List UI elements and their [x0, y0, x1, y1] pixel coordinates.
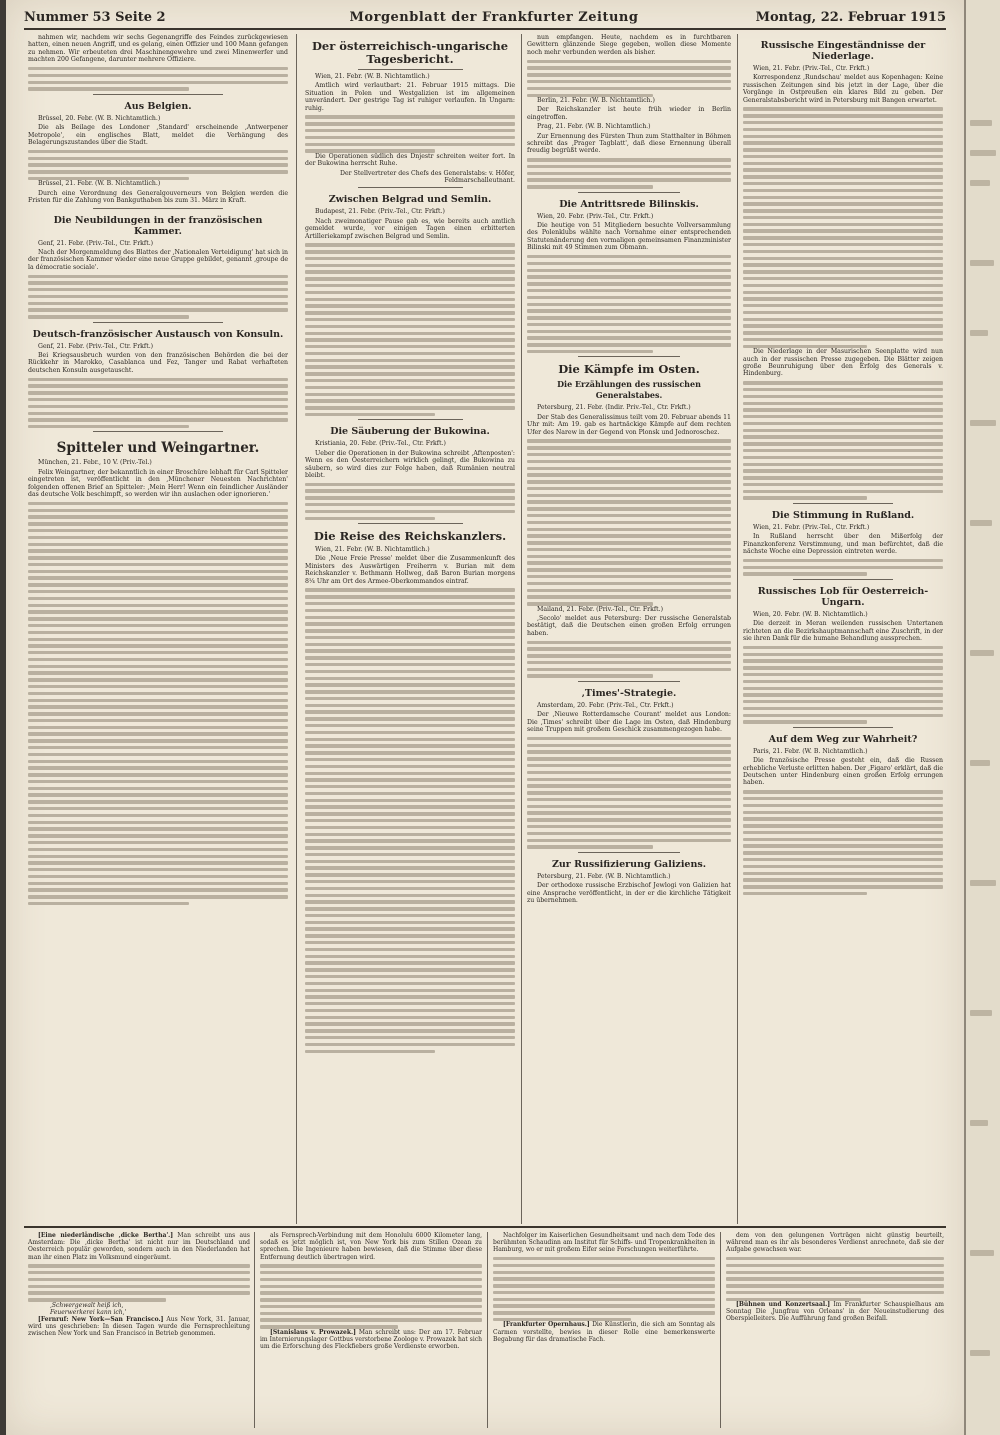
article-text: In Rußland herrscht über den Mißerfolg der Finanzkonferenz Verstimmung, und man befürchtet, daß die nächste Woche eine Depression eintreten werde.	[743, 533, 943, 556]
text-filler	[527, 641, 731, 678]
article-text: Felix Weingartner, der bekanntlich in einer Broschüre lebhaft für Carl Spitteler eingetreten ist, veröffentlicht in den ‚Münchener Neuesten Nachrichten' folgenden offenen Brief an Spitteler: ‚Mein Herr! Wenn ein feindlicher Ausländer das deutsche Volk beschimpft, so werden wir ihn auslachen oder ignorieren.'	[28, 468, 288, 499]
column-rule	[737, 34, 738, 1224]
article-title: Die Antrittsrede Bilinskis.	[559, 198, 699, 210]
text-filler	[527, 158, 731, 189]
text-filler	[305, 115, 515, 152]
newspaper-title: Morgenblatt der Frankfurter Zeitung	[349, 10, 639, 25]
divider	[93, 431, 223, 432]
column-rule	[254, 1232, 255, 1428]
text-filler	[305, 588, 515, 1053]
article-text: Der Reichskanzler ist heute früh wieder in Berlin eingetroffen.	[527, 106, 731, 121]
feuilleton-text: Nachfolger im Kaiserlichen Gesundheitsamt und nach dem Tode des berühmten Schaudinn am Institut für Schiffs- und Tropenkrankheiten in Hamburg, wo er mit großem Eifer seine Forschungen weiterführte.	[493, 1232, 715, 1254]
article-title: Auf dem Weg zur Wahrheit?	[768, 733, 918, 745]
column-rule	[720, 1232, 721, 1428]
text-filler	[527, 439, 731, 605]
divider	[578, 852, 680, 853]
divider	[578, 192, 680, 193]
feuilleton-body: Die Künstlerin, die sich am Sonntag als Carmen vorstellte, bewies in dieser Rolle eine bemerkenswerte Begabung für das dramatische Fach.	[493, 1321, 715, 1343]
text-filler	[527, 60, 731, 97]
adjacent-page-edge	[964, 0, 1000, 1435]
dateline: Wien, 21. Febr. (Priv.-Tel., Ctr. Frkft.)	[753, 523, 870, 531]
dateline: Amsterdam, 20. Febr. (Priv.-Tel., Ctr. Frkft.)	[537, 701, 674, 709]
column-3	[527, 34, 731, 906]
dateline: Prag, 21. Febr. (W. B. Nichtamtlich.)	[537, 123, 651, 131]
dateline: Mailand, 21. Febr. (Priv.-Tel., Ctr. Frkft.)	[537, 605, 664, 613]
dateline: Wien, 21. Febr. (W. B. Nichtamtlich.)	[315, 546, 430, 553]
feuilleton-body: Im Frankfurter Schauspielhaus am Sonntag Die ‚Jungfrau von Orleans' in der Neueinstudierung des Oberspielleiters. Die Aufführung fand großen Beifall.	[726, 1301, 944, 1323]
text-filler	[743, 646, 943, 724]
column-rule	[296, 34, 297, 1224]
dateline: Brüssel, 20. Febr. (W. B. Nichtamtlich.)	[38, 114, 161, 122]
feuilleton-title: [Fernruf: New York—San Francisco.]	[38, 1315, 164, 1323]
feuilleton-rule	[24, 1226, 946, 1228]
article-subtitle: Die Erzählungen des russischen Generalstabes.	[557, 379, 701, 401]
article-text: Die Operationen südlich des Dnjestr schreiten weiter fort. In der Bukowina herrscht Ruhe.	[305, 152, 515, 168]
divider	[358, 187, 463, 188]
feuilleton-text	[28, 1232, 250, 1261]
text-filler	[28, 378, 288, 429]
text-filler	[305, 243, 515, 416]
article-text: ‚Secolo' meldet aus Petersburg: Der russische Generalstab bestätigt, daß die Deutschen einen großen Erfolg errungen haben.	[527, 614, 731, 637]
feuilleton-title: [Bühnen und Konzertsaal.]	[736, 1301, 831, 1309]
divider	[793, 579, 893, 580]
text-filler	[28, 275, 288, 319]
text-filler	[305, 483, 515, 520]
divider	[793, 727, 893, 728]
article-title: Die Stimmung in Rußland.	[771, 509, 915, 521]
article-text: Zur Ernennung des Fürsten Thun zum Statthalter in Böhmen schreibt das ‚Prager Tagblatt', daß diese Ernennung überall freudig begrüßt werde.	[527, 132, 731, 155]
lead-paragraph: nahmen wir, nachdem wir sechs Gegenangriffe des Feindes zurückgewiesen hatten, einen neuen Angriff, und es gelang, einen Offizier und 100 Mann gefangen zu nehmen. Wir erbeuteten drei Maschinengewehre und zwei Minenwerfer und machten 200 Gefangene, darunter mehrere Offiziere.	[28, 34, 288, 64]
divider	[93, 208, 223, 209]
feuilleton-text	[260, 1329, 482, 1351]
article-text: Ueber die Operationen in der Bukowina schreibt ‚Aftenposten': Wenn es den Oesterreichern wirklich gelingt, die Bukowina zu säubern, so wird dies zur Folge haben, daß Rumänien neutral bleibt.	[305, 449, 515, 479]
text-filler	[28, 502, 288, 905]
divider	[93, 322, 223, 323]
column-4	[743, 34, 943, 895]
dateline: Wien, 21. Febr. (Priv.-Tel., Ctr. Frkft.)	[753, 65, 870, 72]
article-text: Der ‚Nieuwe Rotterdamsche Courant' meldet aus London: Die ‚Times' schreibt über die Lage im Osten, daß Hindenburg seine Truppen mit großem Geschick zusammengezogen habe.	[527, 711, 731, 734]
text-filler	[28, 67, 288, 91]
column-rule	[521, 34, 522, 1224]
dateline: Brüssel, 21. Febr. (W. B. Nichtamtlich.)	[38, 180, 161, 188]
text-filler	[28, 1264, 250, 1301]
text-filler	[260, 1264, 482, 1328]
feuilleton-body: Aus New York, 31. Januar, wird uns geschrieben: In diesen Tagen wurde die Fernsprechleitung zwischen New York und San Francisco in Betrieb genommen.	[28, 1315, 250, 1338]
article-title: Russische Eingeständnisse der Niederlage.	[760, 40, 926, 62]
dateline: Berlin, 21. Febr. (W. B. Nichtamtlich.)	[537, 96, 655, 104]
text-filler	[527, 255, 731, 353]
masthead	[24, 6, 946, 30]
text-filler	[743, 107, 943, 348]
page-number: Nummer 53 Seite 2	[24, 10, 166, 25]
article-text: Nach der Morgenmeldung des Blattes der ‚Nationalen Verteidigung' hat sich in der französischen Kammer wieder eine neue Gruppe gebildet, genannt ‚groupe de la démocratie sociale'.	[28, 248, 288, 271]
article-text: Amtlich wird verlautbart: 21. Februar 1915 mittags. Die Situation in Polen und Westgalizien ist im allgemeinen unverändert. Der gestrige Tag ist ruhiger verlaufen. In Ungarn: ruhig.	[305, 82, 515, 112]
feuilleton-column-3	[493, 1232, 715, 1345]
dateline: Budapest, 21. Febr. (Priv.-Tel., Ctr. Frkft.)	[315, 208, 445, 216]
dateline: Wien, 20. Febr. (W. B. Nichtamtlich.)	[753, 610, 868, 618]
feuilleton-title: [Frankfurter Opernhaus.]	[503, 1321, 590, 1329]
feuilleton-column-4	[726, 1232, 944, 1325]
text-filler	[726, 1257, 944, 1301]
feuilleton-text	[726, 1301, 944, 1323]
article-text: Die als Beilage des Londoner ‚Standard' erscheinende ‚Antwerpener Metropole', ein englisches Blatt, meldet die Verhängung des Belagerungszustandes über die Stadt.	[28, 124, 288, 146]
article-text: Nach zweimonatiger Pause gab es, wie bereits auch amtlich gemeldet wurde, vor einigen Tagen einen erbitterten Artilleriekampf zwischen Belgrad und Semlin.	[305, 217, 515, 240]
feuilleton-column-2	[260, 1232, 482, 1352]
divider	[578, 681, 680, 682]
article-text: Durch eine Verordnung des Generalgouverneurs von Belgien werden die Fristen für die Zahlung von Bankguthaben bis zum 31. März in Kraft.	[28, 189, 288, 205]
article-title: Russisches Lob für Oesterreich-Ungarn.	[757, 585, 929, 608]
text-filler	[743, 381, 943, 500]
column-rule	[487, 1232, 488, 1428]
feuilleton-title: [Stanislaus v. Prowazek.]	[270, 1328, 356, 1336]
newspaper-page	[6, 0, 964, 1435]
poem-line: ‚Schwergewalt heiß ich,	[50, 1301, 124, 1309]
article-text: Der Stab des Generalissimus teilt vom 20. Februar abends 11 Uhr mit: Am 19. gab es hartnäckige Kämpfe auf dem rechten Ufer des Narew in der Gegend von Plonsk und Jednoroschez.	[527, 413, 731, 436]
feuilleton-text: als Fernsprech-Verbindung mit dem Honolulu 6000 Kilometer lang, sodaß es jetzt möglich ist, von New York bis zum Stillen Ozean zu sprechen. Die Ingenieure haben bewiesen, daß die Stimme über diese Entfernung deutlich übertragen wird.	[260, 1232, 482, 1261]
divider	[358, 523, 463, 524]
feuilleton-text	[493, 1321, 715, 1343]
article-text: Die ‚Neue Freie Presse' meldet über die Zusammenkunft des Ministers des Auswärtigen Freiherrn v. Burian mit dem Reichskanzler v. Bethmann Hollweg, daß Baron Burian morgens 8¼ Uhr am Ort des Armee-Oberkommandos eintraf.	[305, 555, 515, 585]
divider	[358, 69, 463, 70]
article-title: Die Reise des Reichskanzlers.	[313, 529, 507, 543]
issue-date: Montag, 22. Februar 1915	[755, 10, 946, 25]
dateline: München, 21. Febr., 10 V. (Priv.-Tel.)	[38, 459, 152, 467]
article-text: Die französische Presse gesteht ein, daß die Russen erhebliche Verluste erlitten haben. Der ‚Figaro' erklärt, daß die Deutschen unter Hindenburg einen großen Erfolg errungen haben.	[743, 757, 943, 787]
dateline: Petersburg, 21. Febr. (W. B. Nichtamtlich.)	[537, 872, 671, 880]
article-title: ‚Times'-Strategie.	[581, 687, 677, 699]
text-filler	[493, 1257, 715, 1321]
feuilleton-body: Man schreibt uns: Der am 17. Februar im Internierungslager Cottbus verstorbene Zoologe v. Prowazek hat sich um die Erforschung des Fleckfiebers große Verdienste erworben.	[260, 1328, 482, 1351]
dateline: Petersburg, 21. Febr. (Indir. Priv.-Tel., Ctr. Frkft.)	[537, 404, 691, 412]
divider	[358, 419, 463, 420]
text-filler	[743, 790, 943, 895]
article-title: Zwischen Belgrad und Semlin.	[328, 194, 492, 206]
article-title: Der österreichisch-ungarische Tagesbericht.	[311, 39, 509, 66]
dateline: Paris, 21. Febr. (W. B. Nichtamtlich.)	[753, 747, 868, 755]
article-title: Die Kämpfe im Osten.	[558, 362, 700, 377]
signature: Der Stellvertreter des Chefs des Generalstabs: v. Höfer, Feldmarschalleutnant.	[340, 169, 515, 184]
column-2	[305, 34, 515, 1053]
feuilleton-title: [Eine niederländische ‚dicke Bertha'.]	[38, 1232, 174, 1239]
article-text: Bei Kriegsausbruch wurden von den französischen Behörden die bei der Rückkehr in Marokko, Casablanca und Fez, Tanger und Rabat verhafteten deutschen Konsuln ausgetauscht.	[28, 352, 288, 374]
article-title: Die Säuberung der Bukowina.	[330, 426, 490, 438]
lead-paragraph: nun empfangen. Heute, nachdem es in furchtbaren Gewittern glänzende Siege gegeben, wollen diese Momente noch mehr verbunden werden als bisher.	[527, 34, 731, 56]
article-title: Spitteler und Weingartner.	[56, 440, 260, 457]
feuilleton-text: dem von den gelungenen Vorträgen nicht günstig beurteilt, während man es ihr als besonderes Verdienst anrechnete, daß sie der Aufgabe gewachsen war.	[726, 1232, 944, 1254]
text-filler	[28, 150, 288, 181]
article-text: Korrespondenz ‚Rundschau' meldet aus Kopenhagen: Keine russischen Zeitungen sind bis jetzt in der Lage, über die Vorgänge in Ostpreußen ein klares Bild zu geben. Der Generalstabsbericht wird in Petersburg mit Bangen erwartet.	[743, 74, 943, 104]
divider	[578, 356, 680, 357]
text-filler	[527, 737, 731, 849]
article-title: Zur Russifizierung Galiziens.	[551, 858, 707, 870]
dateline: Genf, 21. Febr. (Priv.-Tel., Ctr. Frkft.)	[38, 239, 154, 247]
divider	[93, 94, 223, 95]
dateline: Genf, 21. Febr. (Priv.-Tel., Ctr. Frkft.)	[38, 342, 154, 350]
poem-line: Feuerwerkerei kann ich,'	[50, 1308, 127, 1316]
feuilleton-body: Man schreibt uns aus Amsterdam: Die ‚dicke Bertha' ist nicht nur im Deutschland und Oesterreich populär geworden, sondern auch in den Niederlanden hat man ihr einen Platz im Volksmund eingeräumt.	[28, 1232, 251, 1261]
text-filler	[743, 559, 943, 576]
dateline: Wien, 21. Febr. (W. B. Nichtamtlich.)	[315, 73, 430, 80]
dateline: Wien, 20. Febr. (Priv.-Tel., Ctr. Frkft.)	[537, 212, 654, 220]
dateline: Kristiania, 20. Febr. (Priv.-Tel., Ctr. Frkft.)	[315, 440, 446, 448]
article-title: Die Neubildungen in der französischen Kammer.	[53, 214, 263, 237]
feuilleton-text	[28, 1316, 250, 1338]
article-text: Die Niederlage in der Masurischen Seenplatte wird nun auch in der russischen Presse zugegeben. Die Blätter zeigen große Beunruhigung über den Erfolg des Generals v. Hindenburg.	[743, 348, 943, 378]
article-title: Deutsch-französischer Austausch von Konsuln.	[32, 328, 284, 340]
feuilleton-column-1	[28, 1232, 250, 1340]
article-text: Die derzeit in Meran weilenden russischen Untertanen richteten an die Bezirkshauptmannschaft eine Zuschrift, in der sie ihren Dank für die humane Behandlung aussprechen.	[743, 620, 943, 643]
divider	[793, 503, 893, 504]
article-title: Aus Belgien.	[124, 100, 192, 112]
article-text: Der orthodoxe russische Erzbischof Jewlogi von Galizien hat eine Ansprache veröffentlicht, in der er die kirchliche Tätigkeit zu übernehmen.	[527, 882, 731, 904]
article-text: Die heutige von 51 Mitgliedern besuchte Vollversammlung des Polenklubs wählte nach Vornahme einer entsprechenden Statutenänderung den vormaligen gemeinsamen Finanzminister Bilinski mit 49 Stimmen zum Obmann.	[527, 222, 731, 252]
column-1	[28, 34, 288, 905]
